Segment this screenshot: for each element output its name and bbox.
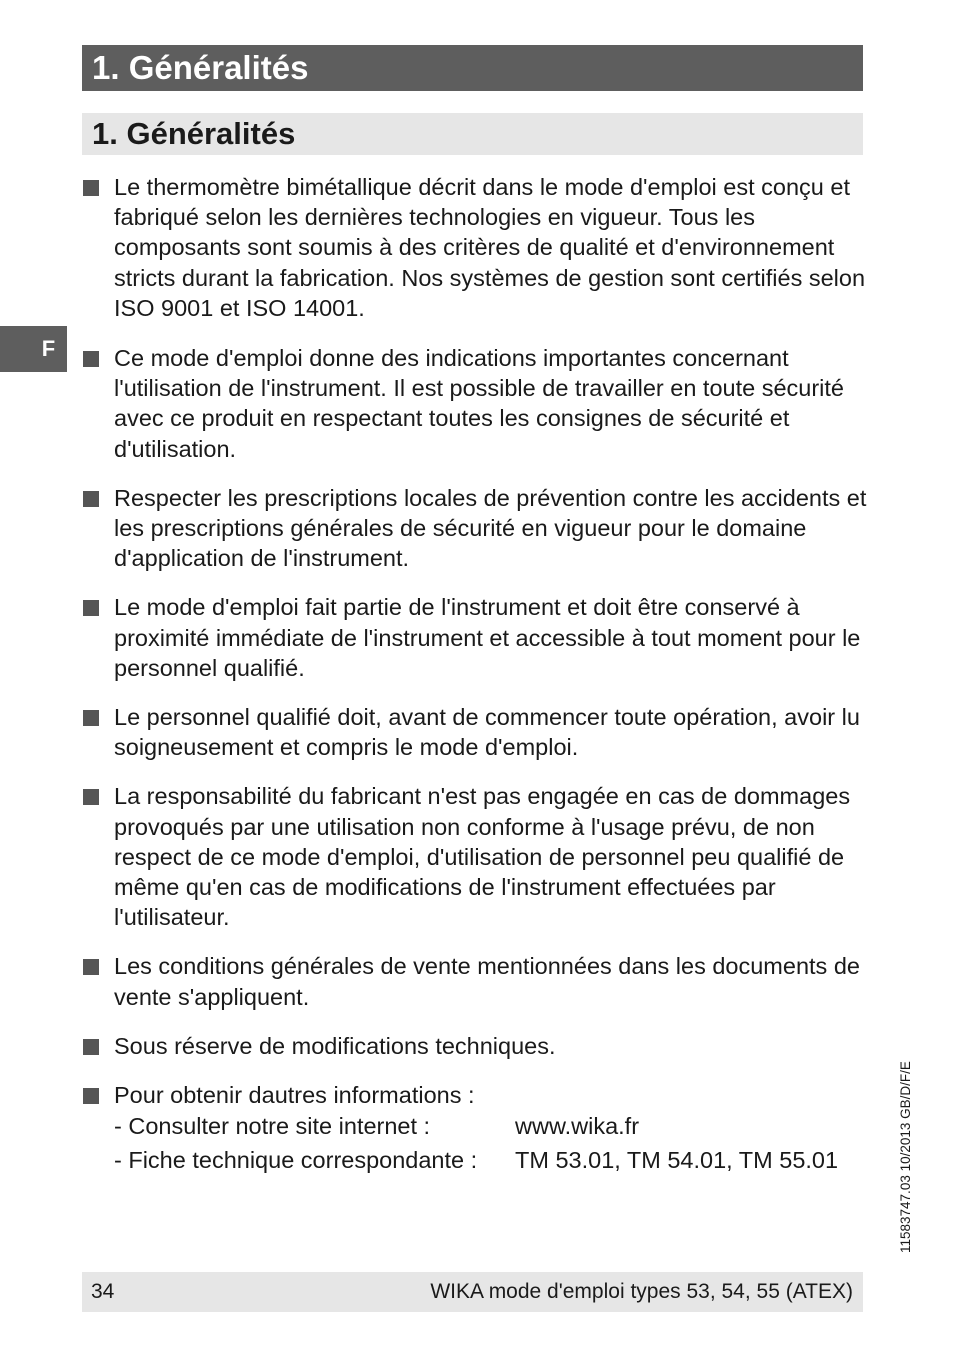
document-reference: 11583747.03 10/2013 GB/D/F/E bbox=[898, 1061, 913, 1253]
chapter-heading: 1. Généralités bbox=[82, 45, 863, 91]
square-bullet-icon bbox=[83, 351, 99, 367]
square-bullet-icon bbox=[83, 959, 99, 975]
list-item bbox=[82, 781, 872, 932]
section-heading: 1. Généralités bbox=[82, 113, 863, 155]
list-item bbox=[82, 343, 872, 464]
square-bullet-icon bbox=[83, 600, 99, 616]
square-bullet-icon bbox=[83, 1088, 99, 1104]
list-item-text: Les conditions générales de vente mentionnées dans les documents de vente s'appliquent. bbox=[114, 953, 860, 1010]
list-item-text: Le thermomètre bimétallique décrit dans le mode d'emploi est conçu et fabriqué selon les dernières technologies en vigueur. Tous les composants sont soumis à des critères de qualité et d'environnement stricts durant la fabrication. Nos systèmes de gestion sont certifiés selon ISO 9001 et ISO 14001. bbox=[114, 174, 866, 321]
bullet-list bbox=[82, 172, 872, 1176]
square-bullet-icon bbox=[83, 789, 99, 805]
info-intro: Pour obtenir dautres informations : bbox=[114, 1082, 475, 1109]
list-item bbox=[82, 1080, 872, 1176]
datasheet-references: TM 53.01, TM 54.01, TM 55.01 bbox=[515, 1147, 839, 1174]
info-label: - Fiche technique correspondante : bbox=[114, 1147, 478, 1174]
square-bullet-icon bbox=[83, 180, 99, 196]
list-item bbox=[82, 483, 872, 574]
list-item-text: Respecter les prescriptions locales de prévention contre les accidents et les prescriptions générales de sécurité en vigueur pour le domaine d'application de l'instrument. bbox=[114, 484, 867, 572]
square-bullet-icon bbox=[83, 710, 99, 726]
page-footer bbox=[82, 1272, 863, 1312]
page-number: 34 bbox=[91, 1280, 115, 1303]
list-item bbox=[82, 702, 872, 762]
info-row-datasheet bbox=[114, 1145, 872, 1175]
language-tab: F bbox=[0, 326, 67, 372]
list-item bbox=[82, 1031, 872, 1061]
website-link[interactable]: www.wika.fr bbox=[515, 1113, 640, 1140]
list-item bbox=[82, 172, 872, 323]
square-bullet-icon bbox=[83, 1039, 99, 1055]
document-title: WIKA mode d'emploi types 53, 54, 55 (ATEX) bbox=[430, 1280, 853, 1303]
square-bullet-icon bbox=[83, 491, 99, 507]
list-item-text: Le personnel qualifié doit, avant de commencer toute opération, avoir lu soigneusement et compris le mode d'emploi. bbox=[114, 704, 860, 761]
info-label: - Consulter notre site internet : bbox=[114, 1113, 431, 1140]
list-item-text: Ce mode d'emploi donne des indications importantes concernant l'utilisation de l'instrument. Il est possible de travailler en toute sécurité avec ce produit en respectant toutes les consignes de sécurité et d'utilisation. bbox=[114, 345, 845, 462]
list-item-text: Sous réserve de modifications techniques. bbox=[114, 1032, 556, 1059]
list-item-text: Le mode d'emploi fait partie de l'instrument et doit être conservé à proximité immédiate de l'instrument et accessible à tout moment pour le personnel qualifié. bbox=[114, 594, 861, 681]
info-row-website bbox=[114, 1111, 872, 1141]
list-item-text: La responsabilité du fabricant n'est pas engagée en cas de dommages provoqués par une utilisation non conforme à l'usage prévu, de non respect de ce mode d'emploi, d'utilisation de personnel peu qualifié de même qu'en cas de modifications de l'instrument effectuées par l'utilisateur. bbox=[114, 783, 851, 931]
list-item bbox=[82, 592, 872, 683]
list-item bbox=[82, 951, 872, 1011]
